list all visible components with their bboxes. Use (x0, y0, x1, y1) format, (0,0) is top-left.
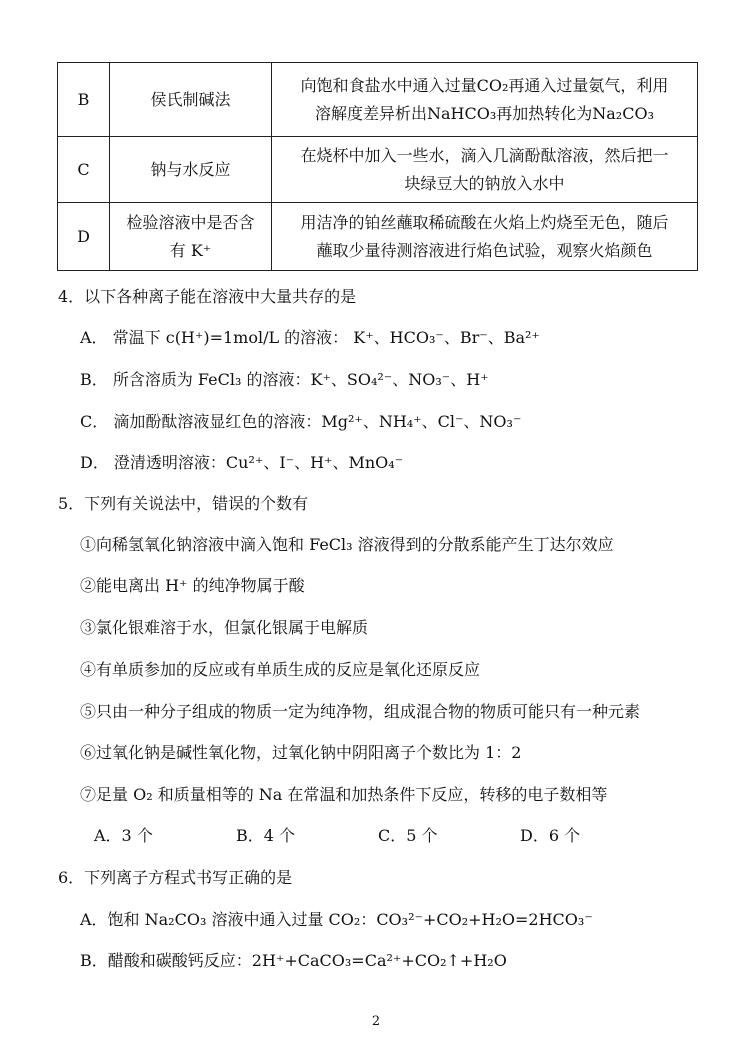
operation-line: 蘸取少量待测溶液进行焰色试验，观察火焰颜色 (316, 240, 653, 260)
q4-option-a: A． 常温下 c(H⁺)=1mol/L 的溶液： K⁺、HCO₃⁻、Br⁻、Ba²⁺ (80, 328, 540, 347)
q5-statement-3: ③氯化银难溶于水，但氯化银属于电解质 (80, 618, 369, 637)
row-experiment: 钠与水反应 (110, 137, 272, 203)
q5-statement-1: ①向稀氢氧化钠溶液中滴入饱和 FeCl₃ 溶液得到的分散系能产生丁达尔效应 (80, 535, 614, 554)
q5-statement-4: ④有单质参加的反应或有单质生成的反应是氧化还原反应 (80, 660, 481, 679)
experiment-line: 有 K⁺ (169, 240, 212, 260)
experiment-table (57, 62, 698, 271)
q4-option-c: C． 滴加酚酞溶液显红色的溶液：Mg²⁺、NH₄⁺、Cl⁻、NO₃⁻ (80, 412, 522, 431)
row-label: C (58, 137, 110, 203)
experiment-line: 检验溶液中是否含 (126, 212, 255, 232)
row-operation (272, 203, 698, 271)
operation-line: 用洁净的铂丝蘸取稀硫酸在火焰上灼烧至无色，随后 (300, 212, 669, 232)
q4-option-d: D． 澄清透明溶液：Cu²⁺、I⁻、H⁺、MnO₄⁻ (80, 453, 404, 472)
row-label: D (58, 203, 110, 271)
question-4-stem: 4．以下各种离子能在溶液中大量共存的是 (58, 287, 357, 306)
table-row (58, 137, 698, 203)
question-5-stem: 5．下列有关说法中，错误的个数有 (58, 494, 309, 513)
table-row (58, 63, 698, 137)
q5-choices (94, 826, 662, 846)
operation-line: 溶解度差异析出NaHCO₃再加热转化为Na₂CO₃ (315, 103, 654, 123)
q5-statement-2: ②能电离出 H⁺ 的纯净物属于酸 (80, 576, 305, 595)
q5-statement-5: ⑤只由一种分子组成的物质一定为纯净物，组成混合物的物质可能只有一种元素 (80, 702, 641, 721)
operation-line: 在烧杯中加入一些水，滴入几滴酚酞溶液，然后把一 (300, 145, 669, 165)
q6-option-b: B．醋酸和碳酸钙反应：2H⁺+CaCO₃=Ca²⁺+CO₂↑+H₂O (80, 951, 507, 970)
question-6-stem: 6．下列离子方程式书写正确的是 (58, 868, 293, 887)
q5-choice-a: A．3 个 (94, 826, 153, 845)
q5-statement-7: ⑦足量 O₂ 和质量相等的 Na 在常温和加热条件下反应，转移的电子数相等 (80, 785, 608, 804)
row-operation (272, 63, 698, 137)
q4-option-b: B． 所含溶质为 FeCl₃ 的溶液：K⁺、SO₄²⁻、NO₃⁻、H⁺ (80, 370, 489, 389)
q5-statement-6: ⑥过氧化钠是碱性氧化物，过氧化钠中阴阳离子个数比为 1：2 (80, 743, 522, 762)
row-operation (272, 137, 698, 203)
operation-line: 向饱和食盐水中通入过量CO₂再通入过量氨气，利用 (300, 75, 669, 95)
row-experiment: 侯氏制碱法 (110, 63, 272, 137)
q5-choice-b: B．4 个 (236, 826, 296, 845)
q5-choice-d: D．6 个 (520, 826, 581, 845)
page-number: 2 (371, 1014, 381, 1029)
q5-choice-c: C．5 个 (378, 826, 438, 845)
table-row (58, 203, 698, 271)
row-label: B (58, 63, 110, 137)
row-experiment (110, 203, 272, 271)
operation-line: 块绿豆大的钠放入水中 (404, 173, 565, 193)
q6-option-a: A．饱和 Na₂CO₃ 溶液中通入过量 CO₂：CO₃²⁻+CO₂+H₂O=2HCO₃⁻ (80, 910, 593, 929)
